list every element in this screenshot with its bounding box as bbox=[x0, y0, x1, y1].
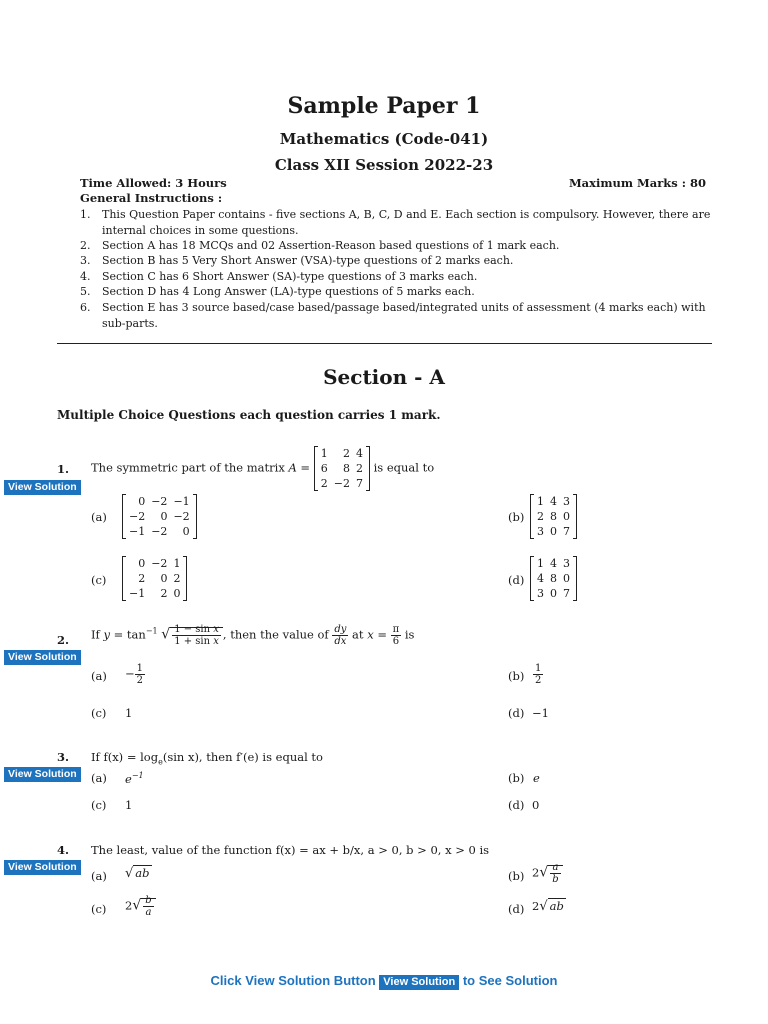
instruction-text: Section C has 6 Short Answer (SA)-type questions of 3 marks each. bbox=[102, 270, 478, 283]
instruction-item bbox=[80, 253, 720, 269]
question-text: The symmetric part of the matrix A = 1 2 4 6 8 2 2 −2 7 is equal to bbox=[91, 447, 435, 490]
option-value[interactable]: 2√ $\frac{a}{b}$ bbox=[532, 862, 563, 885]
option-matrix[interactable]: 0 −2 −1 −2 0 −2 −1 −2 0 bbox=[122, 494, 197, 539]
option-label: (a) bbox=[91, 771, 107, 785]
instruction-text: Section E has 3 source based/case based/passage based/integrated units of assessment (4 marks each) with sub-parts. bbox=[102, 301, 706, 330]
option-matrix[interactable]: 1 4 3 4 8 0 3 0 7 bbox=[530, 556, 577, 601]
footer-note bbox=[0, 973, 768, 990]
question-number: 3. bbox=[57, 750, 70, 764]
option-value[interactable]: √ ab bbox=[125, 866, 150, 881]
view-solution-button[interactable]: View Solution bbox=[379, 975, 459, 990]
paper-class-session: Class XII Session 2022-23 bbox=[274, 156, 494, 174]
option-label: (d) bbox=[508, 573, 525, 587]
option-value[interactable]: 2√ ab bbox=[532, 899, 564, 914]
option-label: (b) bbox=[508, 669, 525, 683]
question-text: If $f(x) = \log_e(\sin$ x), then f′(e) is equal to bbox=[91, 750, 323, 767]
option-value[interactable]: e bbox=[533, 771, 540, 785]
question-text: The least, value of the function f(x) = ax + b/x, a > 0, b > 0, x > 0 is bbox=[91, 843, 490, 857]
option-value[interactable]: 2√ $\frac{b}{a}$ bbox=[125, 895, 156, 918]
option-label: (d) bbox=[508, 798, 525, 812]
option-label: (c) bbox=[91, 706, 107, 720]
instruction-number: 4. bbox=[80, 270, 91, 283]
option-value[interactable]: − $\frac{1}{2}$ bbox=[125, 663, 144, 686]
instruction-text: Section D has 4 Long Answer (LA)-type questions of 5 marks each. bbox=[102, 285, 475, 298]
option-value[interactable]: 1 bbox=[125, 798, 133, 812]
instruction-number: 3. bbox=[80, 254, 91, 267]
option-matrix[interactable]: 1 4 3 2 8 0 3 0 7 bbox=[530, 494, 577, 539]
question-number: 1. bbox=[57, 462, 70, 476]
instruction-number: 6. bbox=[80, 301, 91, 314]
option-label: (b) bbox=[508, 771, 525, 785]
divider bbox=[57, 343, 712, 344]
question-number: 4. bbox=[57, 843, 70, 857]
time-allowed: Time Allowed: 3 Hours bbox=[80, 176, 227, 190]
section-title: Section - A bbox=[323, 365, 445, 389]
option-value[interactable]: $e^{-1}$ bbox=[125, 771, 144, 786]
section-subtitle: Multiple Choice Questions each question carries 1 mark. bbox=[57, 408, 441, 422]
instruction-number: 2. bbox=[80, 239, 91, 252]
view-solution-button[interactable]: View Solution bbox=[4, 650, 81, 665]
instruction-item bbox=[80, 238, 720, 254]
instruction-text: This Question Paper contains - five sections A, B, C, D and E. Each section is compulsory. However, there are internal choices in some questions. bbox=[102, 208, 711, 237]
view-solution-button[interactable]: View Solution bbox=[4, 480, 81, 495]
instruction-item bbox=[80, 269, 720, 285]
option-label: (a) bbox=[91, 869, 107, 883]
paper-title: Sample Paper 1 bbox=[287, 93, 481, 119]
question-number: 2. bbox=[57, 633, 70, 647]
instruction-item bbox=[80, 207, 720, 238]
paper-subject: Mathematics (Code-041) bbox=[279, 130, 489, 148]
instruction-item bbox=[80, 300, 720, 331]
option-label: (d) bbox=[508, 706, 525, 720]
option-label: (a) bbox=[91, 510, 107, 524]
instruction-number: 5. bbox=[80, 285, 91, 298]
option-value[interactable]: −1 bbox=[532, 706, 549, 720]
max-marks: Maximum Marks : 80 bbox=[568, 176, 706, 190]
instruction-number: 1. bbox=[80, 208, 91, 221]
option-label: (b) bbox=[508, 869, 525, 883]
option-value[interactable]: 0 bbox=[532, 798, 540, 812]
option-matrix[interactable]: 0 −2 1 2 0 2 −1 2 0 bbox=[122, 556, 187, 601]
view-solution-button[interactable]: View Solution bbox=[4, 767, 81, 782]
option-label: (c) bbox=[91, 573, 107, 587]
option-label: (c) bbox=[91, 798, 107, 812]
option-label: (c) bbox=[91, 902, 107, 916]
question-text: If $y = \tan^{-1}$ √ $\frac{\text{1 − sin x}}{\text{1 + sin x}}$ , then the value of $\frac{dy}{dx}$ at x = $\frac{\pi}{6}$ is bbox=[91, 624, 415, 647]
option-label: (a) bbox=[91, 669, 107, 683]
option-label: (d) bbox=[508, 902, 525, 916]
view-solution-button[interactable]: View Solution bbox=[4, 860, 81, 875]
instruction-text: Section B has 5 Very Short Answer (VSA)-type questions of 2 marks each. bbox=[102, 254, 514, 267]
instruction-text: Section A has 18 MCQs and 02 Assertion-Reason based questions of 1 mark each. bbox=[102, 239, 560, 252]
option-value[interactable]: $\frac{1}{2}$ bbox=[535, 663, 542, 686]
footer-text-after: to See Solution bbox=[462, 973, 558, 988]
instructions-heading: General Instructions : bbox=[80, 191, 223, 205]
instruction-item bbox=[80, 284, 720, 300]
instructions-list bbox=[80, 207, 720, 337]
matrix: 1 2 4 6 8 2 2 −2 7 bbox=[314, 446, 370, 491]
option-label: (b) bbox=[508, 510, 525, 524]
footer-text-before: Click View Solution Button bbox=[210, 973, 376, 988]
option-value[interactable]: 1 bbox=[125, 706, 133, 720]
